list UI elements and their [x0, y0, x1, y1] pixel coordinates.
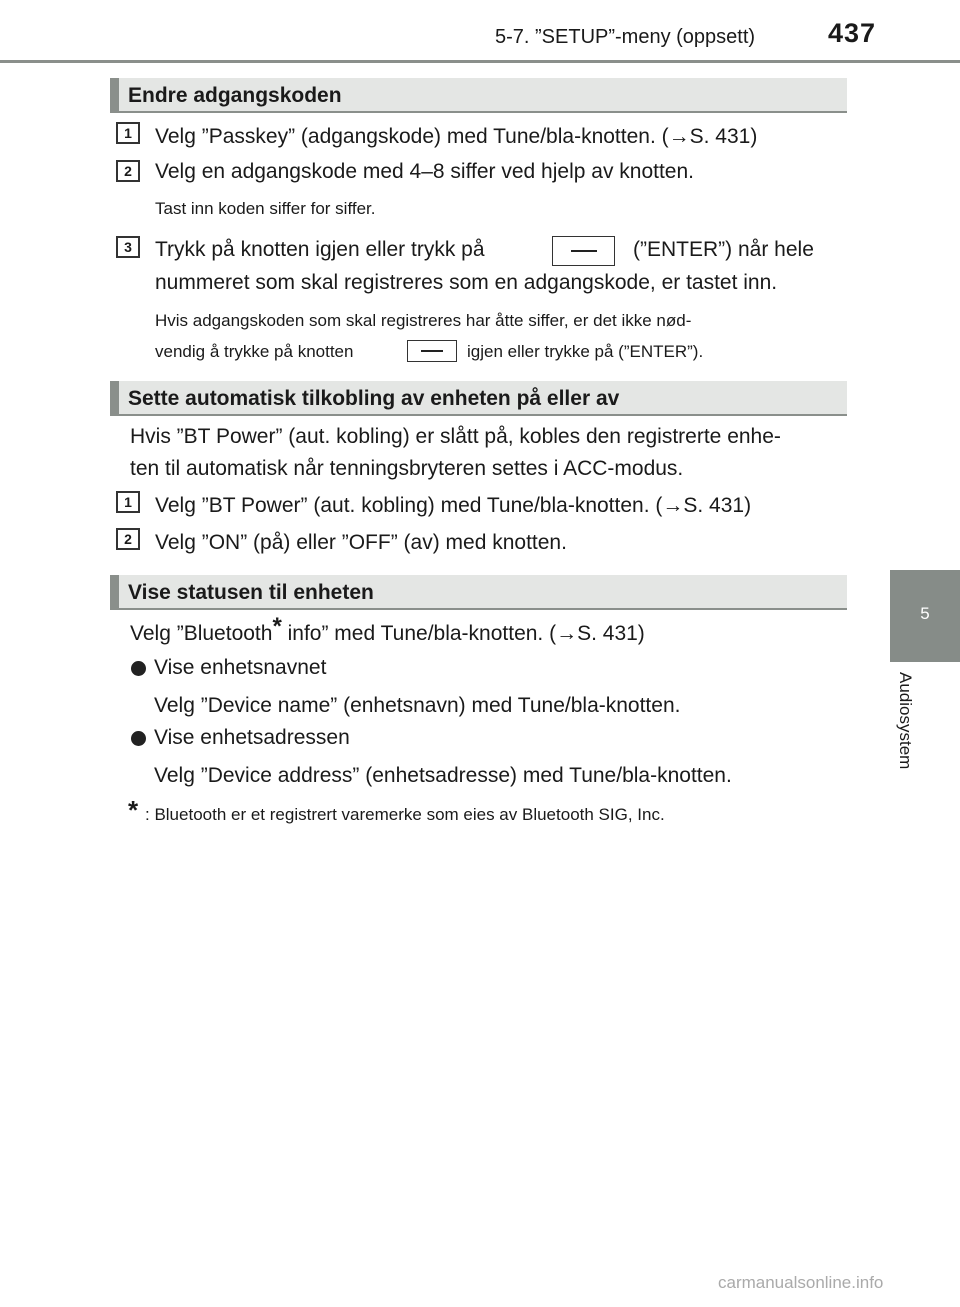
footnote-star: * — [272, 613, 282, 640]
enter-button-icon — [407, 340, 457, 362]
bullet-icon — [131, 731, 146, 746]
section-heading-device-status — [110, 575, 847, 610]
bullet-title: Vise enhetsadressen — [154, 726, 350, 749]
chapter-name-vertical — [893, 672, 923, 792]
enter-button-icon — [552, 236, 615, 266]
intro-text-line: ten til automatisk når tenningsbryteren settes i ACC-modus. — [130, 457, 684, 480]
step-number-badge: 3 — [116, 236, 140, 258]
step-text-line: nummeret som skal registreres som en adgangskode, er tastet inn. — [155, 271, 778, 294]
header-divider — [0, 60, 960, 63]
section-heading-auto-connect — [110, 381, 847, 416]
step-text: Velg ”BT Power” (aut. kobling) med Tune/bla-knotten. (→S. 431) — [155, 494, 752, 517]
section-heading-text: Sette automatisk tilkobling av enheten på eller av — [128, 387, 620, 410]
running-header-title: 5-7. ”SETUP”-meny (oppsett) — [495, 26, 756, 48]
step-text: Velg ”ON” (på) eller ”OFF” (av) med knotten. — [155, 531, 567, 554]
step-text-part: (”ENTER”) når hele — [633, 238, 814, 261]
chapter-tab — [890, 570, 960, 662]
step-text-part: Trykk på knotten igjen eller trykk på — [155, 238, 485, 261]
step-number-badge: 2 — [116, 160, 140, 182]
bullet-title: Vise enhetsnavnet — [154, 656, 327, 679]
page-number: 437 — [828, 18, 877, 48]
step-number-badge: 1 — [116, 122, 140, 144]
section-heading-change-passkey — [110, 78, 847, 113]
step-text: Velg en adgangskode med 4–8 siffer ved hjelp av knotten. — [155, 160, 694, 183]
bullet-text: Velg ”Device name” (enhetsnavn) med Tune/bla-knotten. — [154, 694, 681, 717]
step-note-line: Hvis adgangskoden som skal registreres har åtte siffer, er det ikke nød- — [155, 311, 692, 330]
bullet-icon — [131, 661, 146, 676]
step-note-part: vendig å trykke på knotten — [155, 342, 354, 361]
footnote-star: * — [128, 795, 139, 825]
watermark: carmanualsonline.info — [718, 1273, 884, 1292]
chapter-number: 5 — [920, 604, 930, 623]
step-note: Tast inn koden siffer for siffer. — [155, 199, 376, 218]
section-heading-text: Vise statusen til enheten — [128, 581, 374, 604]
intro-text-part: info” med Tune/bla-knotten. (→S. 431) — [281, 622, 645, 645]
chapter-name: Audiosystem — [896, 672, 915, 770]
intro-text-line: Hvis ”BT Power” (aut. kobling) er slått på, kobles den registrerte enhe- — [130, 425, 781, 448]
step-text: Velg ”Passkey” (adgangskode) med Tune/bla-knotten. (→S. 431) — [155, 125, 758, 148]
bullet-text: Velg ”Device address” (enhetsadresse) med Tune/bla-knotten. — [154, 764, 732, 787]
intro-text-part: Velg ”Bluetooth — [130, 622, 273, 645]
intro-text — [130, 613, 645, 646]
step-number-badge: 2 — [116, 528, 140, 550]
step-note-part: igjen eller trykke på (”ENTER”). — [467, 342, 704, 361]
footnote-text: : Bluetooth er et registrert varemerke som eies av Bluetooth SIG, Inc. — [145, 805, 665, 824]
section-heading-text: Endre adgangskoden — [128, 84, 342, 107]
step-number-badge: 1 — [116, 491, 140, 513]
